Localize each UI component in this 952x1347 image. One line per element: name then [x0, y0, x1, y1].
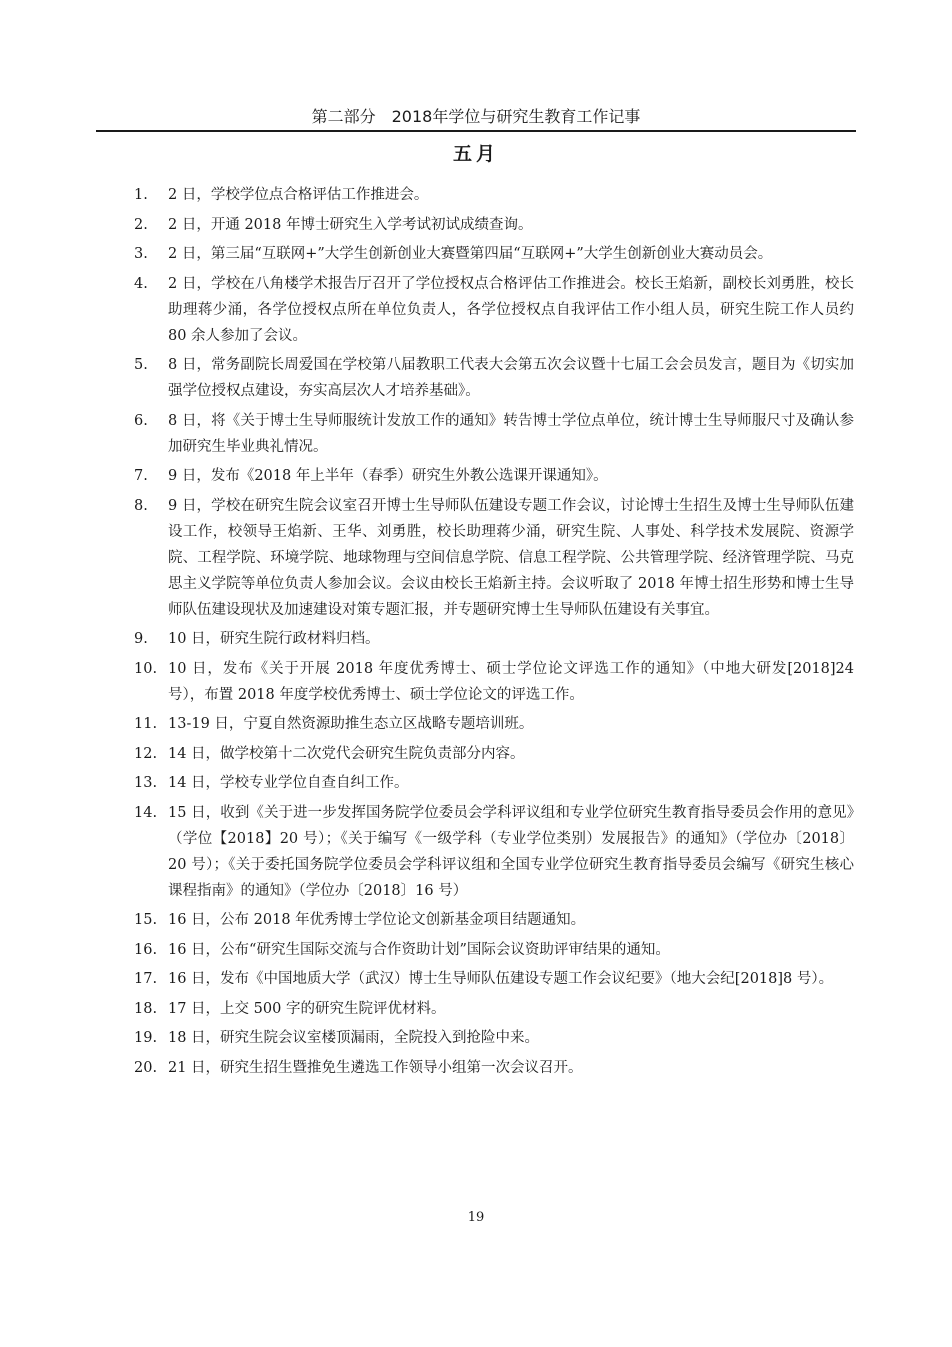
list-item — [0, 996, 854, 1022]
item-number: 4. — [134, 275, 148, 292]
item-number: 10. — [134, 660, 158, 677]
item-number: 14. — [134, 804, 158, 821]
item-text: 2 日，开通 2018 年博士研究生入学考试初试成绩查询。 — [168, 216, 533, 233]
item-number: 15. — [134, 912, 158, 928]
list-item — [0, 212, 854, 238]
list-item — [0, 1055, 854, 1081]
item-text: 16 日，发布《中国地质大学（武汉）博士生导师队伍建设专题工作会议纪要》（地大会纪[2018]8 号）。 — [168, 971, 834, 987]
list-item — [0, 907, 854, 933]
item-text: 13-19 日，宁夏自然资源助推生态立区战略专题培训班。 — [168, 716, 534, 732]
list-item — [0, 463, 854, 489]
item-number: 9. — [134, 631, 148, 647]
list-item — [0, 493, 854, 623]
list-item — [0, 626, 854, 652]
item-number: 19. — [134, 1030, 158, 1046]
list-item — [0, 937, 854, 963]
list-item — [0, 352, 854, 404]
item-text: 10 日，研究生院行政材料归档。 — [168, 631, 380, 647]
list-item — [0, 966, 854, 992]
list-item — [0, 408, 854, 460]
list-item — [0, 741, 854, 767]
item-text: 8 日，将《关于博士生导师服统计发放工作的通知》转告博士学位点单位，统计博士生导师服尺寸及确认参加研究生毕业典礼情况。 — [168, 412, 854, 455]
item-text: 2 日，学校在八角楼学术报告厅召开了学位授权点合格评估工作推进会。校长王焰新，副校长刘勇胜，校长助理蒋少涌，各学位授权点所在单位负责人，各学位授权点自我评估工作小组人员，研究生院工作人员约 80 余人参加了会议。 — [168, 275, 854, 344]
item-text: 9 日，学校在研究生院会议室召开博士生导师队伍建设专题工作会议，讨论博士生招生及博士生导师队伍建设工作，校领导王焰新、王华、刘勇胜，校长助理蒋少涌，研究生院、人事处、科学技术发展院、资源学院、工程学院、环境学院、地球物理与空间信息学院、信息工程学院、公共管理学院、经济管理学院、马克思主义学院等单位负责人参加会议。会议由校长王焰新主持。会议听取了 2018 年博士招生形势和博士生导师队伍建设现状及加速建设对策专题汇报，并专题研究博士生导师队伍建设有关事宜。 — [168, 497, 854, 618]
item-text: 16 日，公布 2018 年优秀博士学位论文创新基金项目结题通知。 — [168, 912, 586, 928]
item-number: 8. — [134, 497, 148, 514]
header-rule — [96, 130, 856, 132]
item-number: 20. — [134, 1059, 158, 1076]
item-text: 8 日，常务副院长周爱国在学校第八届教职工代表大会第五次会议暨十七届工会会员发言，题目为《切实加强学位授权点建设，夯实高层次人才培养基础》。 — [168, 357, 854, 399]
item-number: 3. — [134, 246, 148, 262]
item-text: 14 日，做学校第十二次党代会研究生院负责部分内容。 — [168, 745, 525, 762]
item-text: 2 日，第三届“互联网+”大学生创新创业大赛暨第四届“互联网+”大学生创新创业大赛动员会。 — [168, 246, 773, 262]
running-header: 第二部分 2018年学位与研究生教育工作记事 — [311, 107, 641, 126]
item-number: 11. — [134, 716, 158, 732]
item-number: 2. — [134, 216, 148, 233]
item-text: 2 日，学校学位点合格评估工作推进会。 — [168, 187, 429, 203]
item-text: 21 日，研究生招生暨推免生遴选工作领导小组第一次会议召开。 — [168, 1059, 583, 1076]
item-number: 1. — [134, 187, 148, 203]
item-number: 17. — [134, 971, 158, 987]
list-item — [0, 271, 854, 349]
item-text: 9 日，发布《2018 年上半年（春季）研究生外教公选课开课通知》。 — [168, 468, 608, 484]
list-item — [0, 1025, 854, 1051]
item-number: 6. — [134, 412, 148, 429]
page-number: 19 — [467, 1210, 485, 1225]
item-text: 10 日，发布《关于开展 2018 年度优秀博士、硕士学位论文评选工作的通知》（中地大研发[2018]24 号），布置 2018 年度学校优秀博士、硕士学位论文的评选工作。 — [168, 660, 854, 703]
item-text: 15 日，收到《关于进一步发挥国务院学位委员会学科评议组和专业学位研究生教育指导委员会作用的意见》（学位【2018】20 号）；《关于编写《一级学科（专业学位类别）发展报告》的通知》（学位办〔2018〕20 号）；《关于委托国务院学位委员会学科评议组和全国专业学位研究生教育指导委员会编写《研究生核心课程指南》的通知》（学位办〔2018〕16 号） — [168, 804, 854, 899]
list-item — [0, 182, 854, 208]
item-number: 16. — [134, 941, 158, 958]
item-number: 5. — [134, 357, 148, 373]
item-text: 18 日，研究生院会议室楼顶漏雨，全院投入到抢险中来。 — [168, 1030, 540, 1046]
item-number: 12. — [134, 745, 158, 762]
list-item — [0, 800, 854, 904]
item-text: 14 日，学校专业学位自查自纠工作。 — [168, 775, 409, 791]
item-text: 16 日，公布“研究生国际交流与合作资助计划”国际会议资助评审结果的通知。 — [168, 941, 670, 958]
item-text: 17 日，上交 500 字的研究生院评优材料。 — [168, 1000, 446, 1017]
item-number: 18. — [134, 1000, 158, 1017]
list-item — [0, 656, 854, 708]
item-number: 7. — [134, 468, 148, 484]
section-title: 五月 — [452, 143, 499, 165]
list-item — [0, 241, 854, 267]
list-item — [0, 711, 854, 737]
event-list — [0, 182, 952, 1084]
item-number: 13. — [134, 775, 158, 791]
list-item — [0, 770, 854, 796]
